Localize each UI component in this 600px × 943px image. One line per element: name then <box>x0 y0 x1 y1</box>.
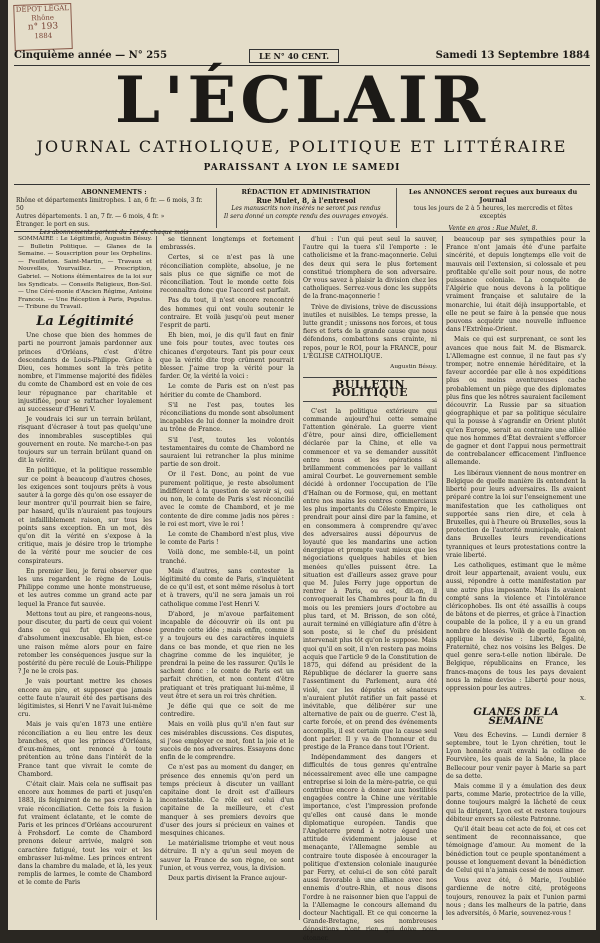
subscriptions-title: ABONNEMENTS : <box>81 188 147 196</box>
stamp-line: 1884 <box>34 31 53 41</box>
paragraph: Ce n'est pas au moment du danger, en présence des ennemis qu'on perd un temps précieux à discuter un vaillant capitaine dont le droit est d'ailleurs incontestable. Ce rôle est celui d'un capitaine de la meilleure, et c'est manquer à ses premiers devoirs que d'user des jours si précieux en vaines et mesquines chicanes. <box>160 764 294 838</box>
summary: SOMMAIRE : Le Légitimité, Augustin Bésuy. — Bulletin Politique. — Glanes de la Semaine. — Souscription pour les Orphelins. — Feuilleton. Saint-Martin, — Travaux et Nouvelles, Yourvaillez. — Prescription, Gabriel. — Notions élémentaires de la loi sur les Syndicats. — Conseils Religieux, Bon-Sol. — Une Céré-monie d'Ancien Régime, Antoine Francois. — Une Réception à Paris, Populus. — Tribune du Travail. <box>18 236 152 311</box>
subscriptions-box <box>16 188 212 236</box>
paragraph: beaucoup par ses sympathies pour la France n'ont jamais été d'une parfaite sincérité, et depuis longtemps elle voit de mauvais œil l'extension, si colossale et peu profitable qu'elle soit pour nous, de notre puissance coloniale. La conquête de l'Algérie que nous devons à la politique vraiment française et salutaire de la monarchie, lui était déjà insupportable, et elle ne peut se faire à la pensée que nous pouvons acquérir une nouvelle influence dans l'Extrême-Orient. <box>446 236 586 334</box>
signature: Augustin Bésuy. <box>390 364 437 371</box>
issue-number: Cinquième année — N° 255 <box>14 50 168 61</box>
editorial-note: Il sera donné un compte rendu des ouvrages envoyés. <box>223 213 389 220</box>
masthead: L'ÉCLAIR <box>114 63 490 138</box>
subscription-line: Autres départements. 1 an, 7 fr. — 6 mois, 4 fr. » <box>16 213 165 220</box>
subscription-line: Étranger. le port en sus. <box>16 221 90 228</box>
subscription-line: Rhône et départements limitrophes. 1 an, 6 fr. — 6 mois, 3 fr. 50 <box>16 197 203 212</box>
tagline: PARAISSANT A LYON LE SAMEDI <box>203 163 401 173</box>
paragraph: Eh bien, moi, je dis qu'il faut en finir une fois pour toutes, avec toutes ces chicanes d'ergoteurs. Tant pis pour ceux que la vérité dite trop crûment pourrait blesser. J'aime trop la vérité pour la farder. Or, la vérité la voici : <box>160 332 294 381</box>
paragraph: Le comte de Paris est on n'est pas héritier du comte de Chambord. <box>160 383 294 399</box>
article-title: La Légitimité <box>36 313 134 329</box>
paragraph: Mais je vais qu'en 1873 une entière réconciliation a eu lieu entre les deux branches, et que les princes d'Orléans, d'eux-mêmes, ont renoncé à toute prétention au trône dans l'intérêt de la France tant que vivrait le comte de Chambord. <box>18 721 152 778</box>
paragraph: Indépendamment des dangers et difficultés de tous genres qu'entraîne nécessairement avec elle une campagne entreprise si loin de la mère-patrie, ce qui contribue encore à donner aux hostilités engagées contre la Chine une véritable importance, c'est l'impression profonde qu'elles ont causé dans le monde diplomatique européen. Tandis que l'Angleterre prend à notre égard une attitude évidemment jalouse et menaçante, l'Allemagne semble au contraire toute disposée à encourager la politique d'extension coloniale inaugurée par Ferry, et celui-ci de son côté paraît aussi favorable à une alliance avec nos ennemis d'outre-Rhin, et nous disons l'ordre à ne raisonner bien que l'appui de la l'Allemagne le concours allemand du docteur Nachtigall. Et ce qui concerne la Grande-Bretagne, ses nombreuses dépositions n'ont rien qui doive nous étonner. <box>303 754 437 942</box>
divider <box>14 231 590 232</box>
column-divider <box>442 236 443 920</box>
paragraph: S'il ne l'est pas, toutes les réconciliations du monde sont absolument incapables de lui donner la moindre droit au trône de France. <box>160 401 294 434</box>
stamp-line: n° 193 <box>27 21 59 33</box>
price: LE N° 40 CENT. <box>249 49 339 63</box>
paragraph: se tiennent longtemps et fortement embrassés. <box>160 236 294 252</box>
paragraph: C'est la politique extérieure qui commande aujourd'hui cette semaine l'attention générale. La guerre vient d'être, pour ainsi dire, officiellement déclarée par la Chine, et elle va commencer et va se demander aussitôt entre nous et les opérations si brillamment commencées par le vaillant amiral Courbet. Le gouvernement semble décidé à ordonner l'occupation de l'île d'Haïnan ou de Formose, qui, en mettant entre nos mains les centres commerciaux les plus importants du Céleste Empire, le prendrait pour ainsi dire par la famine, et en consommera à comprendre qu'avec des adversaires aussi dépourvus de loyauté que les mandarins une action énergique et prompte vaut mieux que les négociations quelques habiles et bien menées qu'elles puissent être. La situation est d'ailleurs assez grave pour que M. Jules Ferry juge opportun de rentrer à Paris, ou est, dit-on, il convoquerait les Chambres pour la fin du mois ou les premiers jours d'octobre au plus tard, et M. Brisson, de son côté, aurait terminé en villégiature afin d'être à son poste, si le chef du président intervenait plus tôt qu'on le suppose. Mais quoi qu'il en soit, il n'en restera pas moins acquis que l'article 9 de la Constitution de 1875, qui défend au président de la République de déclarer la guerre sans l'assentiment du Parlement, aura été violé, car les députés et sénateurs n'auraient plutôt ratifier un fait passé et inévitable, que délibérer sur une alternative de paix ou de guerre. C'est là, carte forcée, et on prend des événements accomplis, il est certain que la cause seul dont parler. Il y va de l'honneur et du prestige de la France dans tout l'Orient. <box>303 407 437 751</box>
ads-box <box>400 188 586 232</box>
divider <box>14 184 590 185</box>
signature: X. <box>580 696 586 703</box>
paragraph: Vœu des Échevins. — Lundi dernier 8 septembre, tout le Lyon chrétien, tout le Lyon honnête avait envahi la colline de Fourvière, les quais de la Saône, la place Bellecour pour venir payer à Marie sa part de sa dette. <box>446 731 586 780</box>
paragraph: Le comte de Chambord n'est plus, vive le comte de Paris ! <box>160 530 294 547</box>
paragraph: Je vais pourtant mettre les choses encore au pire, et supposer que jamais cette faute n'aurait été des partisans des légitimistes, si Henri V ne l'avait lui-même cru. <box>18 678 152 719</box>
section-title: GLANES DE LA SEMAINE <box>473 707 559 727</box>
paragraph: Mais en voilà plus qu'il n'en faut sur ces misérables discussions. Ces disputes, si j'ose employer ce mot, font la joie et le succès de nos adversaires. Essayons donc enfin de le comprendre. <box>160 721 294 762</box>
paragraph: C'était clair. Mais cela ne suffisait pas encore aux hommes de parti et jusqu'en 1883, ils feignirent de ne pas croire à la vraie réconciliation. Cette fois la fusion fut vraiment éclatante, et le comte de Paris et les princes d'Orléans accoururent à Frohsdorf. Le comte de Chambord prenons deleur arrivée, malgré son caractère fatigué, tout les voir et les embrasser lui-même. Les princes entrent dans la chambre du malade, et là, les yeux remplis de larmes, le comte de Chambord et le comte de Paris <box>18 780 152 887</box>
column-2 <box>160 236 294 922</box>
paragraph: Qu'il était beau cet acte de foi, et ces cet sentiment de reconnaissance, que témoignage d'amour. Au moment de la bénédiction tout ce peuple spontanément a pousse et longuement devant la bénédiction de Celui qui n'a jamais cessé de nous aimer. <box>446 826 586 875</box>
issue-line <box>14 48 590 64</box>
paragraph: Mais d'autres, sans contester la légitimité du comte de Paris, s'inquiètent de ce qu'il est, et sont même résolus à tort et à travers, qu'il ne sera jamais un roi catholique comme l'est Henri V. <box>160 567 294 608</box>
column-divider <box>299 236 300 920</box>
column-1 <box>18 236 152 922</box>
paragraph: En premier lieu, je ferai observer que les uns regardent le règne de Louis-Philippe comme une honte monstrueuse, et les autres comme un grand acte par lequel la France fut sauvée. <box>18 567 152 608</box>
subtitle: JOURNAL CATHOLIQUE, POLITIQUE ET LITTÉRAIRE <box>36 137 568 156</box>
paragraph: Mais ce qui est surprenant, ce sont les avances que nous fait M. de Bismarck. L'Allemagne est connue, il ne faut pas s'y tromper, notre ennemie héréditaire, et la faveur accordée par elle à nos expéditions plus ou moins aventureuses cache probablement un piège que des diplomates plus fins que les nôtres sauraient facilement découvrir. La Russie par sa situation géographique et par sa politique séculaire qui la pousse à s'agrandir en Orient plutôt qu'en Europe, serait au contraire une alliée que nos hommes d'État devraient s'efforcer de gagner et dont l'appui nous permettrait de contrebalancer efficacement l'influence allemande. <box>446 336 586 467</box>
paragraph: Les catholiques, estimant que le même droit leur appartenait, avaient voulu, eux aussi, répondre à cette manifestation par une autre plus imposante. Mais ils avaient compté sans la violence et l'intolérance cléricophobes. Ils ont été assaillis à coups de bâtons et de pierres, et grâce à l'inaction coupable de la police, il y a eu un grand nombre de blessés. Voilà de quelle façon on applique la devise : Liberté, Égalité, Fraternité, chez nos voisins les Belges. De quel genre sera-t-elle notion libérale. De Belgique, républicains en France, les francs-maçons de tous les pays devaient nous la même devise : Liberté pour nous, oppression pour les autres. <box>446 561 586 692</box>
column-3 <box>303 236 437 942</box>
issue-date: Samedi 13 Septembre 1884 <box>435 50 590 61</box>
subscriptions-note: Les abonnements partent du 1er de chaque mois <box>39 229 189 236</box>
ads-title: Les ANNONCES seront reçues aux bureaux du Journal <box>408 188 578 204</box>
stamp-line: DÉPOT LÉGAL <box>15 4 70 14</box>
paragraph: Mettons tout au pire, et rangeons-nous, pour discuter, du parti de ceux qui voient dans ce qui fut quelque chose d'absolument inexcusable. Eh bien, est-ce une raison même alors pour en faire retomber les conséquences jusque sur la postérité du père reculé de Louis-Philippe ? Je ne le crois pas. <box>18 610 152 676</box>
paragraph: Le matérialisme triomphe et veut nous détruire. Il n'y a qu'un seul moyen de sauver la France de son règne, ce sont l'union, et vous verrez, vous, la division. <box>160 840 294 872</box>
paragraph: S'il l'est, toutes les volontés testamentaires du comte de Chambord ne sauraient lui retrancher la plus minime partie de son droit. <box>160 436 294 469</box>
paragraph: D'abord, je m'avoue parfaitement incapable de découvrir où ils ont pu prendre cette idée ; mais enfin, comme il y a toujours eu des caractères inquiets dans ce bas monde, et que rien ne les chagrine comme de les inquiéter, je prendrai la peine de les rassurer. Qu'ils le sachent donc : le comte de Paris est un parfait chrétien, et non content d'être pratiquant et très pratiquant lui-même, il veut être et sera un roi très chrétien. <box>160 610 294 700</box>
column-divider <box>156 236 157 920</box>
editorial-address: Rue Mulet, 8, à l'entresol <box>256 196 356 205</box>
paragraph: Or il l'est. Donc, au point de vue purement politique, je reste absolument indifférent à la question de savoir si, oui ou non, le comte de Paris s'est réconcilié avec le comte de Chambord, et je me contente de dire comme jadis nos pères : le roi est mort, vive le roi ! <box>160 471 294 528</box>
newspaper-page <box>8 0 596 942</box>
divider <box>216 188 217 228</box>
paragraph: Deux partis divisent la France aujour- <box>168 875 287 883</box>
paragraph: Certes, si ce n'est pas là une réconciliation complète, absolue, je ne sais plus ce que signifie ce mot de réconciliation. Tout le monde cette fois reconnaîtra donc que l'accord est parfait. <box>160 254 294 295</box>
paragraph: Vous avez été, ô Marie, l'oubliée gardienne de notre cité, protégeons toujours, renouvez la paix et l'union parmi nous ; dans les malheurs de la patrie, dans les adversités, ô Marie, souvenez-vous ! <box>446 877 586 918</box>
paragraph: Une chose que bien des hommes de parti ne pourront jamais pardonner aux princes d'Orléans, c'est d'être descendants de Louis-Philippe. Grâce à Dieu, ces hommes sont la très petite nombre, et l'immense majorité des fidèles du comte de Chambord est en voie de ces leur répugnance par charitable et injustifiée, pour se rattacher loyalement au successeur d'Henri V. <box>18 332 152 413</box>
ads-note: tous les jours de 2 à 5 heures, les mercredis et fêtes exceptés <box>413 205 573 220</box>
paragraph: Pas du tout, il n'est encore rencontré des hommes qui ont voulu soutenir le contraire. Et voilà jusqu'où peut mener l'esprit de parti. <box>160 297 294 330</box>
section-title: BULLETIN POLITIQUE <box>303 377 437 401</box>
editorial-title: RÉDACTION ET ADMINISTRATION <box>241 188 371 196</box>
paragraph: Je défie qui que ce soit de me contredire. <box>160 702 294 719</box>
editorial-note: Les manuscrits non insérés ne seront pas rendus <box>231 205 381 212</box>
legal-deposit-stamp <box>13 3 73 51</box>
paragraph: Les libéraux viennent de nous montrer en Belgique de quelle manière ils entendent la liberté pour leurs adversaires. Ils avaient préparé contre la loi sur l'enseignement une manifestation que les catholiques ont supportée sans rien dire, et cela à Bruxelles, qui à l'heure où Bruxelles, sous la protection de l'autorité municipale, étaient dans Bruxelles leurs revendications tyranniques et leurs protestations contre la vraie liberté. <box>446 469 586 559</box>
column-4 <box>446 236 586 922</box>
paragraph: Je voudrais ici sur un terrain brûlant, risquant d'écraser à tout pas quelqu'une des innombrables susceptibles qui gouvernent en route. Ne marche-t-on pas toujours sur un terrain brûlant quand on dit la vérité. <box>18 416 152 465</box>
stamp-line: Rhône <box>31 13 55 23</box>
paragraph: En politique, et la politique ressemble sur ce point à beaucoup d'autres choses, les exigences sont toujours prêts à vous sauter à la gorge dès qu'on ose essayer de leur montrer qu'il pourrait bien se faire, par hasard, qu'ils n'auraient pas toujours et infailliblement raison, sur tous les points sans exception. En un mot, dès qu'on dit la vérité en s'expose à la critique, mais je désire trop le triomphe de la vérité pour me soucier de ces conspirateurs. <box>18 467 152 565</box>
divider <box>396 188 397 228</box>
paragraph: d'hui : l'un qui peut seul la sauver, l'autre qui la tuera s'il l'emporte : le catholicisme et la franc-maçonnerie. Celui des deux qui sera le plus fortement constitué triomphera de son adversaire. Or vous savez à plaisir la division chez les catholiques. Serrez-vous donc les suppôts de la franc-maçonnerie ! <box>303 236 437 301</box>
paragraph: Voilà donc, me semble-t-il, un point tranché. <box>160 549 294 565</box>
editorial-box <box>220 188 392 228</box>
paragraph: Mais comme il y a émulation des deux parts, comme Marie, protectrice de la ville, donne toujours malgré la lâcheté de ceux qui la dirigent, Lyon est et restera toujours débiteur envers sa céleste Patronne. <box>446 783 586 823</box>
wholesale-line: Vente en gros : Rue Mulet, 8. <box>448 225 538 232</box>
paragraph: Trève de divisions, trève de discussions inutiles et nuisibles. Le temps presse, la lutte grandit ; unissons nos forces, et tous fiers et forts de la grande cause que nous défendons, combattons sans crainte, ni repos, pour le ROI, pour la FRANCE, pour L'ÉGLISE CATHOLIQUE. <box>303 303 437 360</box>
